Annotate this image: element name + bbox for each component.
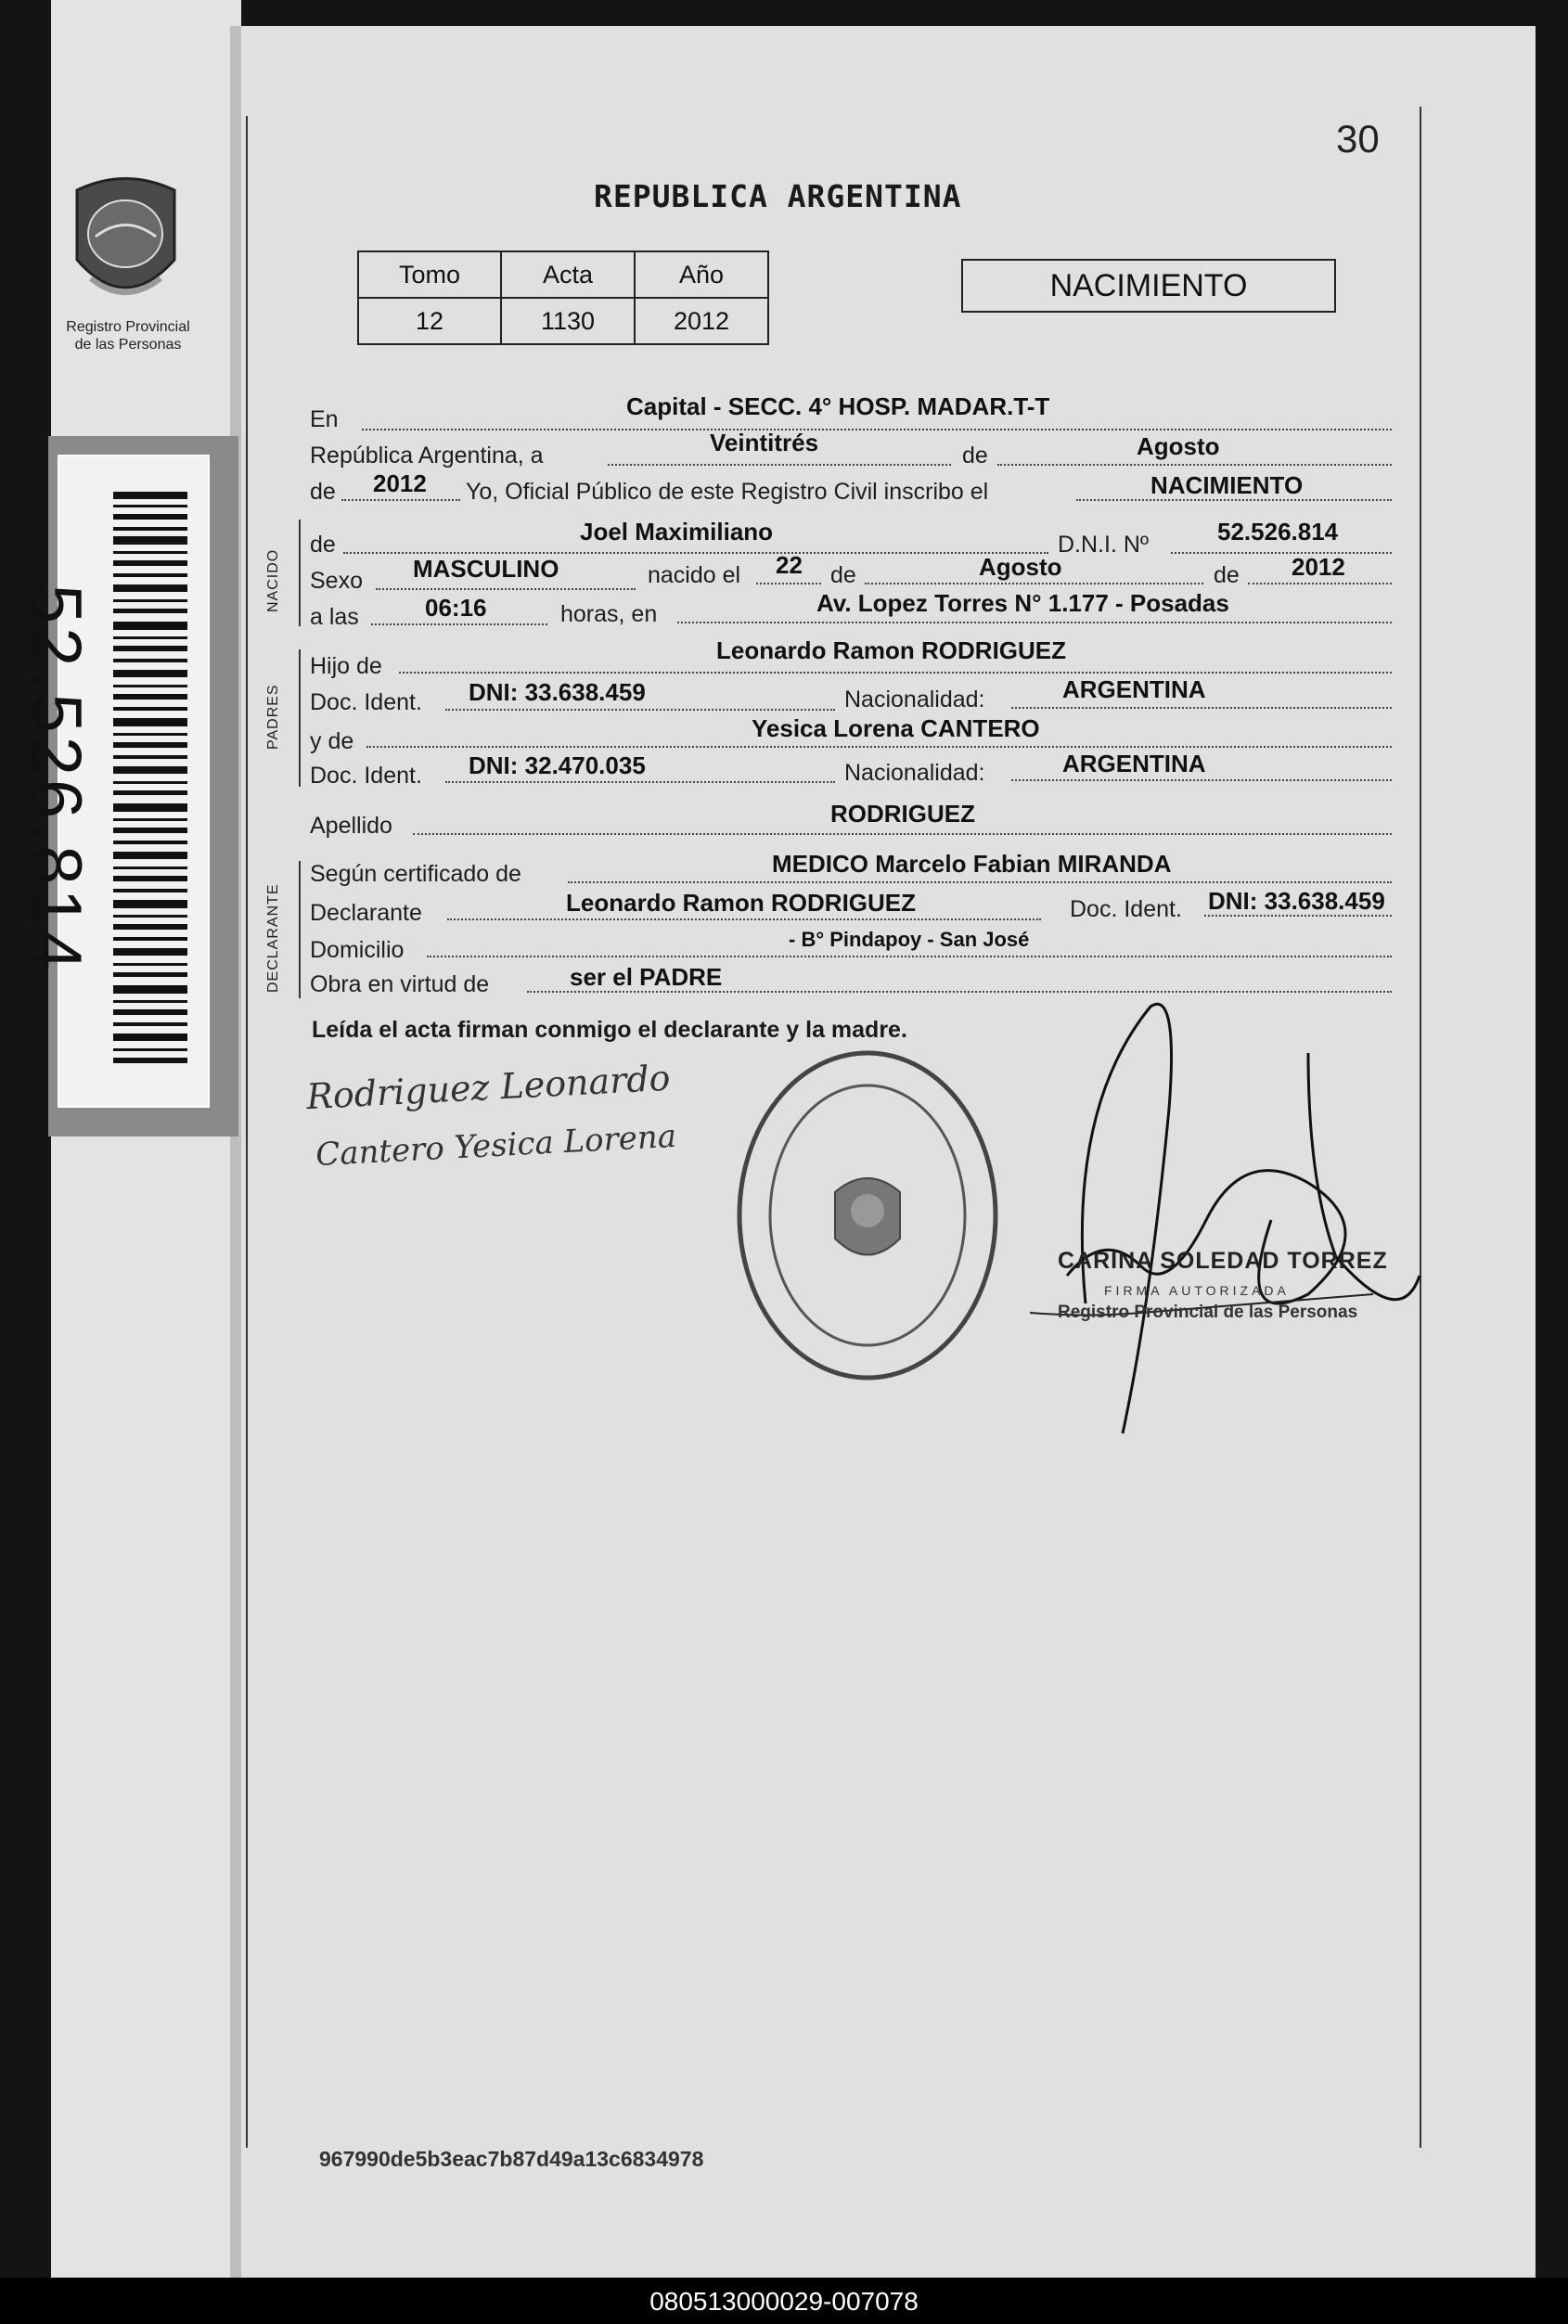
line-dni (1171, 552, 1392, 554)
value-hora: 06:16 (425, 594, 487, 622)
binding-shadow (230, 26, 241, 2278)
line-apellido (413, 833, 1392, 835)
label-segun: Según certificado de (310, 861, 521, 887)
line-padre (399, 672, 1392, 674)
barcode-number: 52.526.814 (17, 584, 96, 975)
line-anio-nac (1248, 583, 1392, 584)
line-madre (366, 746, 1392, 748)
line-madre-doc (445, 781, 835, 783)
line-nombre (343, 552, 1048, 554)
label-y-de: y de (310, 728, 354, 754)
official-role: FIRMA AUTORIZADA (1104, 1283, 1290, 1298)
line-dia-nac (756, 583, 821, 584)
value-madre-doc: DNI: 32.470.035 (469, 751, 646, 779)
label-declarante: Declarante (310, 900, 422, 926)
official-seal-icon (728, 1044, 1007, 1387)
line-mes (997, 464, 1392, 466)
nacido-bracket (299, 520, 301, 626)
value-declarante: Leonardo Ramon RODRIGUEZ (566, 889, 917, 917)
label-obra: Obra en virtud de (310, 971, 490, 997)
value-madre: Yesica Lorena CANTERO (752, 714, 1040, 742)
line-padre-doc (445, 709, 835, 711)
value-mes-nac: Agosto (979, 553, 1062, 581)
registry-table (357, 250, 769, 345)
registry-anio-value: 2012 (635, 298, 768, 344)
value-madre-nac: ARGENTINA (1062, 750, 1206, 777)
label-doc-ident-padre: Doc. Ident. (310, 689, 422, 715)
line-certificado (568, 881, 1392, 883)
line-declarante (447, 918, 1041, 920)
label-de-anio: de (310, 479, 336, 505)
section-label-padres: PADRES (265, 684, 281, 750)
line-en (362, 429, 1392, 430)
value-dia-letras: Veintitrés (710, 429, 819, 456)
document-title: REPUBLICA ARGENTINA (594, 178, 962, 214)
label-horas-en: horas, en (560, 601, 658, 627)
label-doc-ident-madre: Doc. Ident. (310, 763, 422, 789)
label-nacionalidad-madre: Nacionalidad: (844, 760, 985, 786)
value-certificado: MEDICO Marcelo Fabian MIRANDA (772, 850, 1172, 878)
registry-header-tomo: Tomo (358, 251, 501, 298)
barcode-icon (113, 482, 187, 1085)
line-sexo (376, 588, 636, 590)
value-padre-nac: ARGENTINA (1062, 675, 1206, 703)
official-signature-icon (1030, 997, 1429, 1443)
label-hijo-de: Hijo de (310, 653, 382, 679)
registry-header-anio: Año (635, 251, 768, 298)
seal-caption: Registro Provincial de las Personas (66, 319, 190, 353)
left-margin-rule (246, 116, 248, 2148)
footer-id: 080513000029-007078 (649, 2287, 919, 2316)
value-padre: Leonardo Ramon RODRIGUEZ (716, 636, 1067, 664)
line-padre-nac (1011, 707, 1392, 709)
value-lugar-nac: Av. Lopez Torres N° 1.177 - Posadas (816, 589, 1229, 617)
label-en: En (310, 406, 339, 432)
value-anio-nac: 2012 (1292, 553, 1345, 581)
value-dia-nac: 22 (776, 551, 803, 579)
line-madre-nac (1011, 779, 1392, 781)
line-hora (371, 623, 547, 625)
label-de-anio-nac: de (1214, 562, 1240, 588)
value-dni: 52.526.814 (1217, 518, 1339, 546)
official-org: Registro Provincial de las Personas (1058, 1303, 1358, 1322)
value-sexo: MASCULINO (413, 555, 559, 583)
closing-statement: Leída el acta firman conmigo el declarante y la madre. (312, 1017, 907, 1043)
line-dia (608, 464, 951, 466)
label-republica: República Argentina, a (310, 443, 544, 469)
value-nombre: Joel Maximiliano (580, 518, 774, 546)
label-nacido-de: de (310, 532, 336, 558)
value-lugar: Capital - SECC. 4° HOSP. MADAR.T-T (626, 392, 1050, 420)
registry-tomo-value: 12 (358, 298, 501, 344)
value-obra: ser el PADRE (570, 963, 723, 991)
label-domicilio: Domicilio (310, 937, 405, 963)
official-name: CARINA SOLEDAD TORREZ (1058, 1248, 1388, 1274)
value-padre-doc: DNI: 33.638.459 (469, 678, 646, 706)
value-mes-inscripcion: Agosto (1137, 432, 1220, 460)
value-domicilio: - B° Pindapoy - San José (789, 928, 1030, 951)
act-type-box: NACIMIENTO (961, 259, 1336, 313)
footer-bar (0, 2278, 1568, 2324)
registry-header-acta: Acta (501, 251, 635, 298)
signature-madre: Cantero Yesica Lorena (315, 1117, 677, 1175)
value-declarante-doc: DNI: 33.638.459 (1208, 887, 1385, 915)
label-nacido-el: nacido el (648, 562, 741, 588)
label-sexo: Sexo (310, 568, 363, 594)
registry-acta-value: 1130 (501, 298, 635, 344)
value-anio-inscripcion: 2012 (373, 469, 427, 497)
line-lugar-nac (677, 622, 1392, 623)
line-mes-nac (865, 583, 1203, 584)
section-label-declarante: DECLARANTE (265, 883, 281, 993)
label-apellido: Apellido (310, 813, 392, 839)
value-apellido: RODRIGUEZ (830, 800, 975, 828)
provincial-seal-icon (63, 167, 188, 315)
label-doc-ident-declarante: Doc. Ident. (1070, 896, 1182, 922)
document-hash: 967990de5b3eac7b87d49a13c6834978 (319, 2147, 704, 2171)
signature-declarante: Rodriguez Leonardo (305, 1057, 672, 1118)
label-de-mes: de (830, 562, 856, 588)
label-yo-oficial: Yo, Oficial Público de este Registro Civil inscribo el (466, 479, 989, 505)
barcode-number-wrap (9, 455, 111, 1104)
section-label-nacido: NACIDO (265, 548, 281, 612)
label-de: de (962, 443, 988, 469)
declarante-bracket (299, 861, 301, 998)
line-domicilio (427, 956, 1392, 957)
label-nacionalidad-padre: Nacionalidad: (844, 687, 985, 713)
line-anio (341, 499, 460, 501)
label-dni: D.N.I. Nº (1058, 532, 1150, 558)
value-tipo: NACIMIENTO (1150, 471, 1304, 499)
padres-bracket (299, 649, 301, 787)
page-number: 30 (1336, 117, 1380, 160)
label-a-las: a las (310, 604, 359, 630)
